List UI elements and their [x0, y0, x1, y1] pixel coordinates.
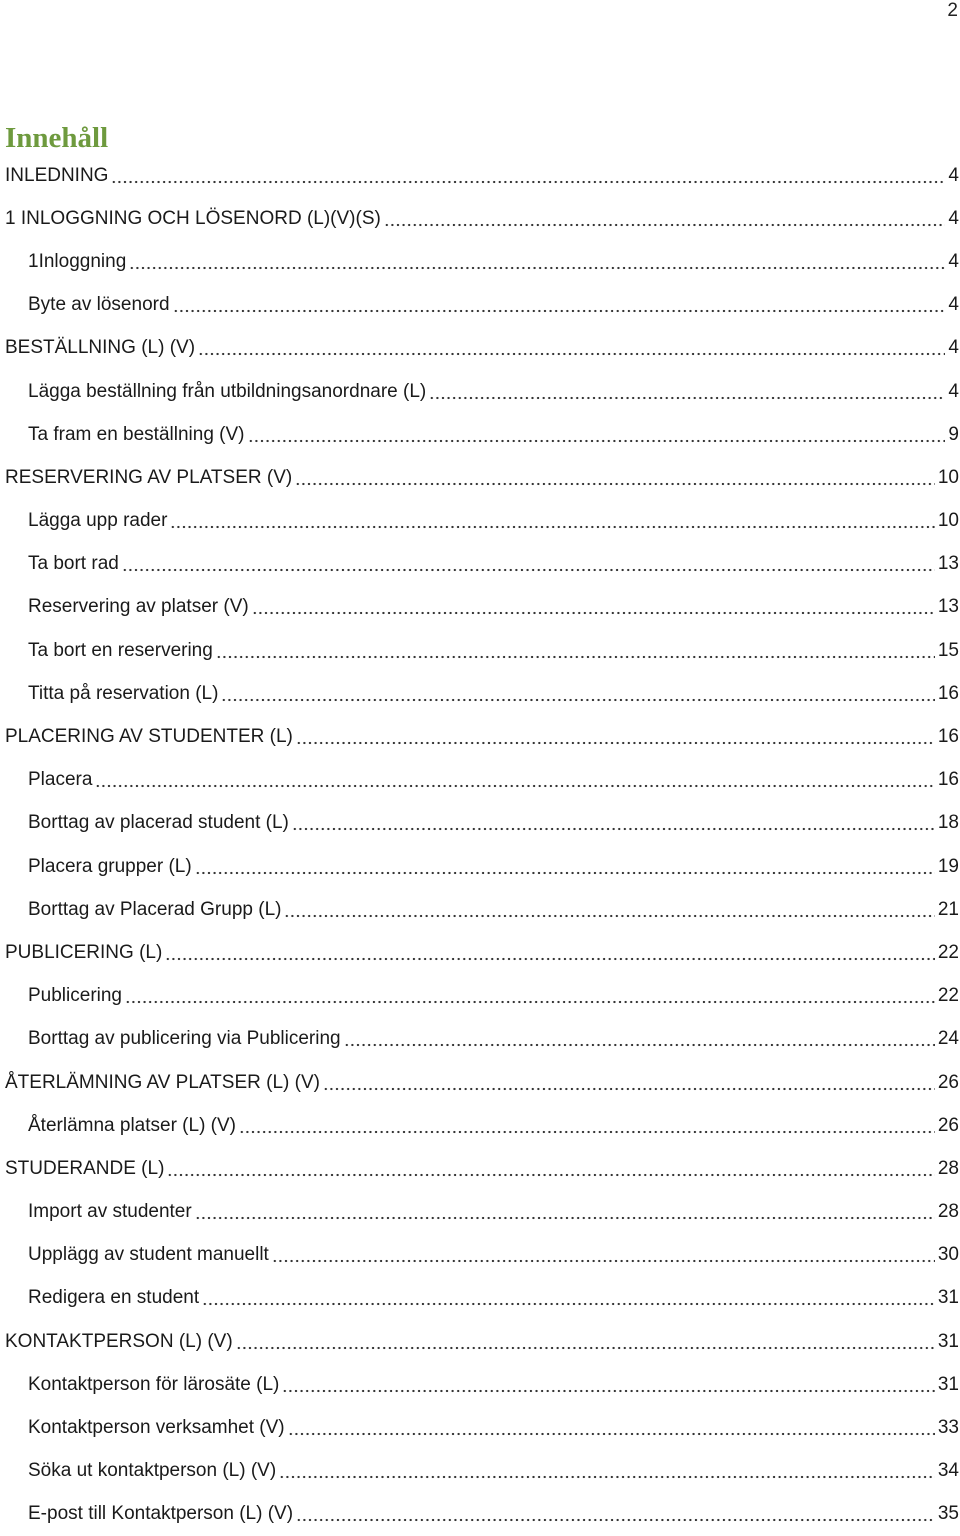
toc-entry-label: KONTAKTPERSON (L) (V)	[5, 1330, 233, 1352]
dot-leader	[384, 222, 946, 228]
toc-entry-label: Ta fram en beställning (V)	[28, 423, 245, 445]
dot-leader	[272, 1258, 935, 1264]
toc-entry-label: Import av studenter	[28, 1201, 192, 1223]
toc-entry[interactable]	[0, 1018, 960, 1061]
toc-entry-page: 18	[937, 812, 959, 834]
dot-leader	[279, 1474, 935, 1480]
toc-entry[interactable]	[0, 197, 960, 240]
dot-leader	[165, 956, 935, 962]
toc-entry[interactable]	[0, 543, 960, 586]
toc-entry[interactable]	[0, 370, 960, 413]
toc-entry-label: ÅTERLÄMNING AV PLATSER (L) (V)	[5, 1071, 320, 1093]
toc-entry-label: 1 INLOGGNING OCH LÖSENORD (L)(V)(S)	[5, 207, 381, 229]
toc-entry-page: 4	[948, 380, 959, 402]
toc-entry[interactable]	[0, 629, 960, 672]
toc-entry-label: Borttag av publicering via Publicering	[28, 1028, 341, 1050]
table-of-contents	[0, 154, 960, 1536]
toc-entry-label: BESTÄLLNING (L) (V)	[5, 337, 196, 359]
toc-entry-label: Kontaktperson för lärosäte (L)	[28, 1373, 280, 1395]
toc-entry-page: 10	[937, 510, 959, 532]
dot-leader	[296, 740, 935, 746]
toc-entry[interactable]	[0, 413, 960, 456]
toc-entry-label: STUDERANDE (L)	[5, 1157, 165, 1179]
dot-leader	[198, 351, 945, 357]
toc-entry-label: PLACERING AV STUDENTER (L)	[5, 726, 293, 748]
toc-entry[interactable]	[0, 802, 960, 845]
toc-entry[interactable]	[0, 1406, 960, 1449]
toc-entry-label: Lägga beställning från utbildningsanordnare (L)	[28, 380, 427, 402]
toc-entry-label: Kontaktperson verksamhet (V)	[28, 1417, 285, 1439]
toc-entry-page: 4	[948, 294, 959, 316]
dot-leader	[344, 1042, 935, 1048]
toc-entry-page: 16	[937, 769, 959, 791]
dot-leader	[221, 697, 934, 703]
toc-entry-page: 30	[937, 1244, 959, 1266]
toc-entry-label: Ta bort rad	[28, 553, 119, 575]
toc-entry-label: Söka ut kontaktperson (L) (V)	[28, 1460, 277, 1482]
toc-entry[interactable]	[0, 1147, 960, 1190]
toc-entry-page: 31	[937, 1373, 959, 1395]
toc-entry[interactable]	[0, 759, 960, 802]
dot-leader	[239, 1129, 935, 1135]
toc-entry[interactable]	[0, 500, 960, 543]
toc-entry-page: 19	[937, 855, 959, 877]
toc-entry-page: 15	[937, 639, 959, 661]
toc-entry-page: 16	[937, 682, 959, 704]
toc-entry[interactable]	[0, 1363, 960, 1406]
toc-entry-page: 4	[948, 250, 959, 272]
toc-entry[interactable]	[0, 154, 960, 197]
toc-entry-label: Placera	[28, 769, 93, 791]
toc-entry-label: Återlämna platser (L) (V)	[28, 1114, 237, 1136]
toc-entry[interactable]	[0, 1277, 960, 1320]
toc-entry-label: RESERVERING AV PLATSER (V)	[5, 466, 293, 488]
toc-entry-label: Redigera en student	[28, 1287, 200, 1309]
toc-entry[interactable]	[0, 1104, 960, 1147]
toc-entry-page: 9	[948, 423, 959, 445]
dot-leader	[292, 826, 935, 832]
page-number: 2	[947, 0, 958, 21]
toc-entry-page: 34	[937, 1460, 959, 1482]
dot-leader	[248, 438, 946, 444]
dot-leader	[429, 395, 945, 401]
toc-entry-label: Publicering	[28, 985, 122, 1007]
toc-entry-page: 35	[937, 1503, 959, 1525]
dot-leader	[111, 179, 945, 185]
dot-leader	[252, 610, 935, 616]
toc-entry[interactable]	[0, 845, 960, 888]
toc-entry[interactable]	[0, 1191, 960, 1234]
dot-leader	[195, 870, 935, 876]
toc-entry-label: E-post till Kontaktperson (L) (V)	[28, 1503, 294, 1525]
dot-leader	[282, 1388, 935, 1394]
toc-entry[interactable]	[0, 1061, 960, 1104]
toc-entry-label: 1Inloggning	[28, 250, 127, 272]
toc-entry-page: 31	[937, 1287, 959, 1309]
toc-entry-label: Reservering av platser (V)	[28, 596, 249, 618]
dot-leader	[195, 1215, 935, 1221]
toc-entry-page: 21	[937, 898, 959, 920]
toc-entry-label: Placera grupper (L)	[28, 855, 192, 877]
toc-entry[interactable]	[0, 931, 960, 974]
toc-entry-label: INLEDNING	[5, 164, 109, 186]
dot-leader	[284, 913, 934, 919]
toc-entry[interactable]	[0, 975, 960, 1018]
toc-entry-page: 4	[948, 207, 959, 229]
dot-leader	[170, 524, 934, 530]
dot-leader	[295, 481, 935, 487]
dot-leader	[129, 265, 945, 271]
toc-entry-page: 31	[937, 1330, 959, 1352]
toc-entry[interactable]	[0, 456, 960, 499]
toc-entry-label: PUBLICERING (L)	[5, 941, 163, 963]
toc-entry-page: 26	[937, 1071, 959, 1093]
toc-entry-page: 26	[937, 1114, 959, 1136]
toc-entry-page: 33	[937, 1417, 959, 1439]
toc-entry-label: Titta på reservation (L)	[28, 682, 219, 704]
toc-entry-page: 4	[948, 337, 959, 359]
toc-entry-label: Borttag av Placerad Grupp (L)	[28, 898, 282, 920]
toc-entry[interactable]	[0, 240, 960, 283]
toc-entry[interactable]	[0, 715, 960, 758]
toc-entry[interactable]	[0, 1493, 960, 1536]
toc-entry[interactable]	[0, 1450, 960, 1493]
toc-entry-label: Borttag av placerad student (L)	[28, 812, 289, 834]
toc-entry[interactable]	[0, 586, 960, 629]
toc-entry-page: 22	[937, 941, 959, 963]
toc-entry-page: 22	[937, 985, 959, 1007]
toc-title: Innehåll	[5, 122, 109, 154]
dot-leader	[125, 999, 935, 1005]
toc-entry-page: 13	[937, 596, 959, 618]
toc-entry[interactable]	[0, 327, 960, 370]
toc-entry-page: 28	[937, 1157, 959, 1179]
toc-entry-label: Ta bort en reservering	[28, 639, 213, 661]
toc-entry-page: 13	[937, 553, 959, 575]
dot-leader	[296, 1517, 935, 1523]
dot-leader	[288, 1431, 935, 1437]
toc-entry-page: 24	[937, 1028, 959, 1050]
dot-leader	[167, 1172, 934, 1178]
toc-entry-label: Lägga upp rader	[28, 510, 168, 532]
toc-entry[interactable]	[0, 672, 960, 715]
dot-leader	[202, 1301, 935, 1307]
toc-entry[interactable]	[0, 1234, 960, 1277]
dot-leader	[95, 783, 934, 789]
toc-entry-label: Byte av lösenord	[28, 294, 170, 316]
dot-leader	[236, 1345, 935, 1351]
toc-entry[interactable]	[0, 1320, 960, 1363]
dot-leader	[122, 567, 935, 573]
toc-entry-page: 10	[937, 466, 959, 488]
toc-entry-page: 16	[937, 726, 959, 748]
toc-entry-page: 28	[937, 1201, 959, 1223]
toc-entry[interactable]	[0, 888, 960, 931]
dot-leader	[173, 308, 946, 314]
dot-leader	[323, 1086, 935, 1092]
toc-entry-page: 4	[948, 164, 959, 186]
dot-leader	[216, 654, 935, 660]
toc-entry-label: Upplägg av student manuellt	[28, 1244, 269, 1266]
toc-entry[interactable]	[0, 284, 960, 327]
